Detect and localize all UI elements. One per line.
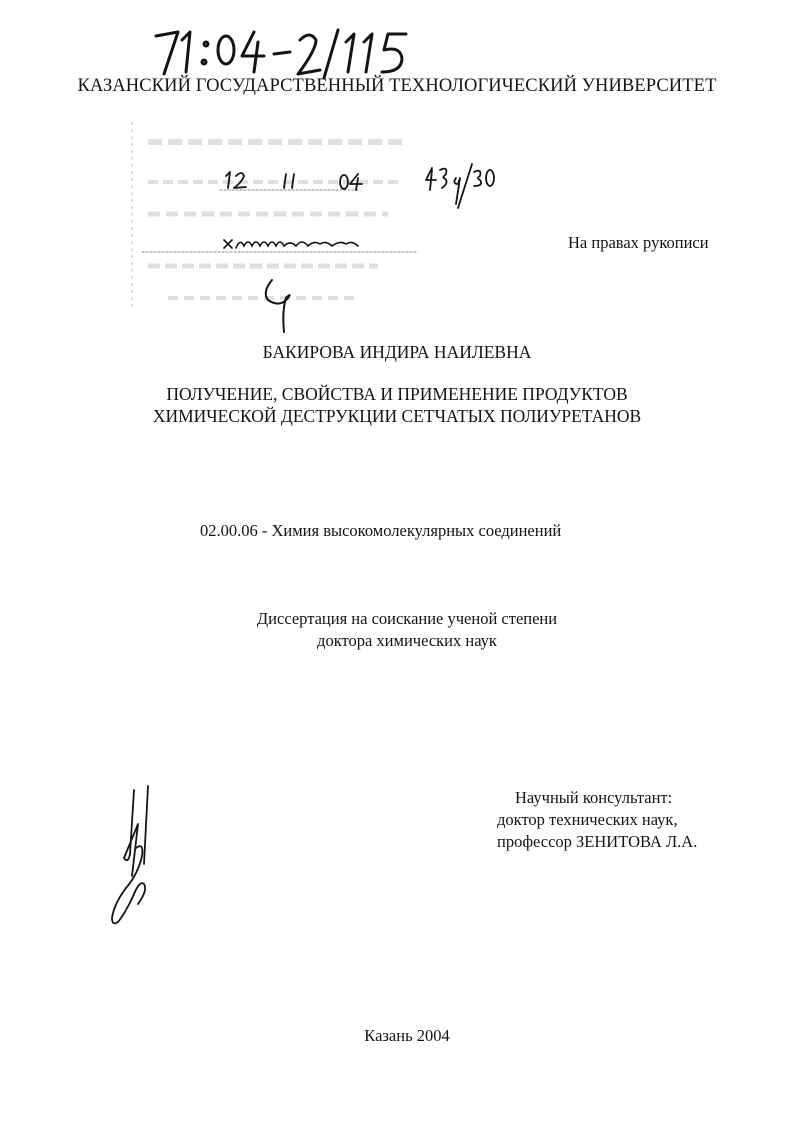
degree-line-2: доктора химических наук [317, 631, 497, 650]
title-line-2: ХИМИЧЕСКОЙ ДЕСТРУКЦИИ СЕТЧАТЫХ ПОЛИУРЕТАНОВ [152, 406, 642, 426]
consultant-line-1: Научный консультант: [515, 788, 673, 807]
degree-line-1: Диссертация на соискание ученой степени [256, 609, 558, 628]
author-name: БАКИРОВА ИНДИРА НАИЛЕВНА [262, 342, 532, 362]
degree-statement [0, 608, 794, 652]
university-name: КАЗАНСКИЙ ГОСУДАРСТВЕННЫЙ ТЕХНОЛОГИЧЕСКИЙ УНИВЕРСИТЕТ [77, 76, 717, 96]
dissertation-title [0, 383, 794, 427]
manuscript-rights-note: На правах рукописи [568, 233, 709, 252]
author-signature [104, 784, 164, 934]
title-line-1: ПОЛУЧЕНИЕ, СВОЙСТВА И ПРИМЕНЕНИЕ ПРОДУКТОВ [166, 384, 628, 404]
stamp-date-handwriting [220, 160, 520, 210]
specialty-code: 02.00.06 - Химия высокомолекулярных соединений [200, 521, 562, 540]
scientific-consultant [497, 787, 697, 853]
catalog-number-handwriting [150, 22, 420, 84]
stamp-word-handwriting [140, 230, 420, 260]
city-and-year: Казань 2004 [364, 1026, 450, 1045]
consultant-line-2: доктор технических наук, [497, 810, 678, 829]
consultant-line-3: профессор ЗЕНИТОВА Л.А. [497, 832, 698, 851]
stamp-initials [258, 278, 308, 334]
